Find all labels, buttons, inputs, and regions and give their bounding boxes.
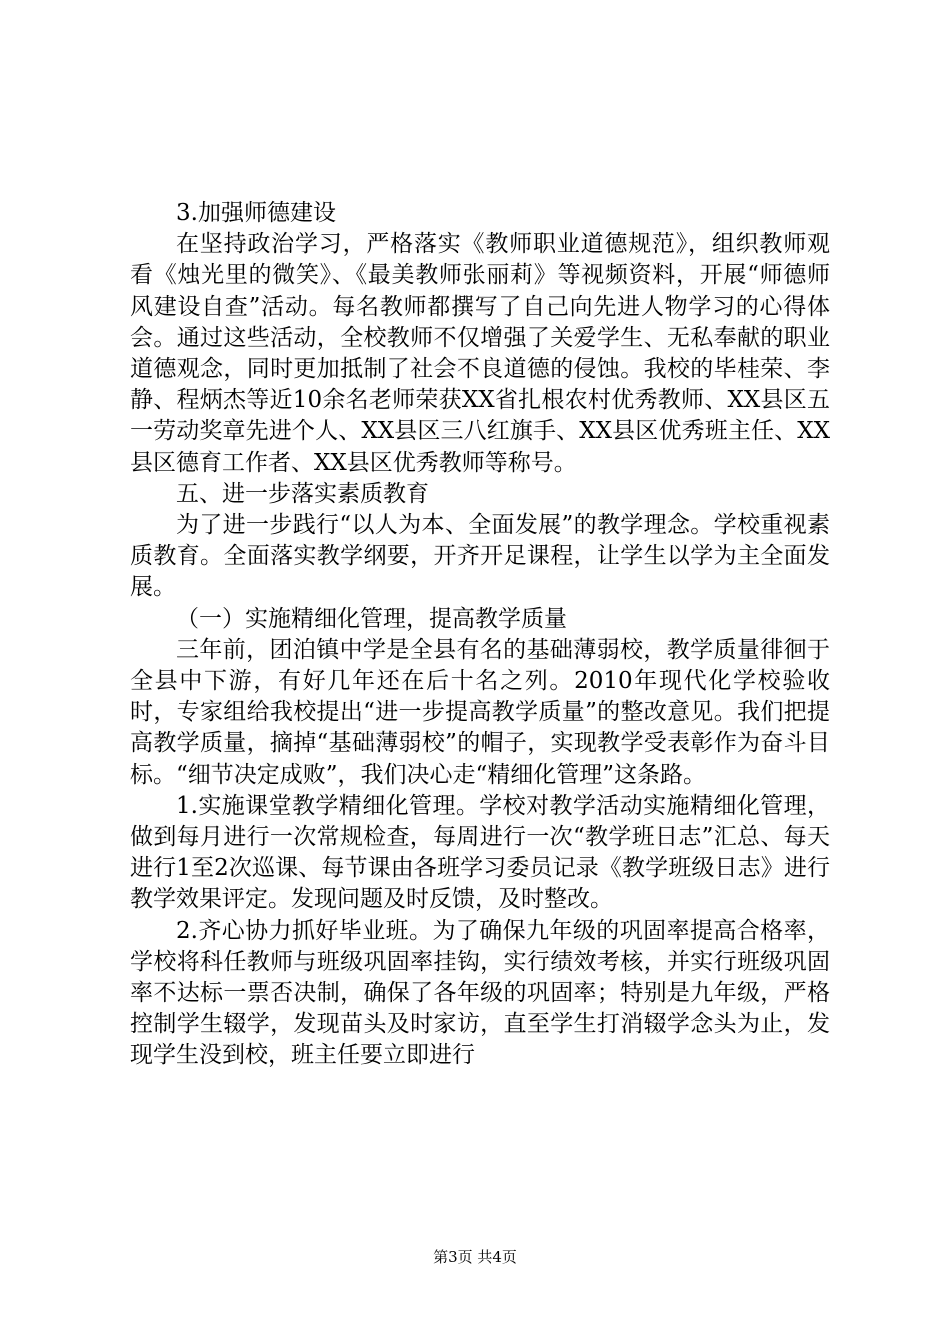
paragraph-graduating-class: 2.齐心协力抓好毕业班。为了确保九年级的巩固率提高合格率，学校将科任教师与班级巩固率挂钩，实行绩效考核，并实行班级巩固率不达标一票否决制，确保了各年级的巩固率；特别是九年级，严格控制学生辍学，发现苗头及时家访，直至学生打消辍学念头为止，发现学生没到校，班主任要立即进行 [130,917,830,1069]
document-body [130,198,830,1072]
section-heading-refined-management: （一）实施精细化管理，提高教学质量 [176,605,567,632]
section-heading-quality-education: 五、进一步落实素质教育 [176,480,429,507]
paragraph-teacher-ethics: 在坚持政治学习，严格落实《教师职业道德规范》，组织教师观看《烛光里的微笑》、《最美教师张丽莉》等视频资料，开展“师德师风建设自查”活动。每名教师都撰写了自己向先进人物学习的心得体会。通过这些活动，全校教师不仅增强了关爱学生、无私奉献的职业道德观念，同时更加抵制了社会不良道德的侵蚀。我校的毕桂荣、李静、程炳杰等近10余名老师荣获XX省扎根农村优秀教师、XX县区五一劳动奖章先进个人、XX县区三八红旗手、XX县区优秀班主任、XX县区德育工作者、XX县区优秀教师等称号。 [130,231,830,476]
paragraph-quality-education: 为了进一步践行“以人为本、全面发展”的教学理念。学校重视素质教育。全面落实教学纲要，开齐开足课程，让学生以学为主全面发展。 [130,512,830,601]
paragraph-classroom-management: 1.实施课堂教学精细化管理。学校对教学活动实施精细化管理，做到每月进行一次常规检查，每周进行一次“教学班日志”汇总、每天进行1至2次巡课、每节课由各班学习委员记录《教学班级日志》进行教学效果评定。发现问题及时反馈，及时整改。 [130,792,830,913]
section-heading-teacher-ethics: 3.加强师德建设 [176,200,336,226]
page-footer: 第3页 共4页 [433,1248,517,1266]
paragraph-refined-management: 三年前，团泊镇中学是全县有名的基础薄弱校，教学质量徘徊于全县中下游，有好几年还在后十名之列。2010年现代化学校验收时，专家组给我校提出“进一步提高教学质量”的整改意见。我们把提高教学质量，摘掉“基础薄弱校”的帽子，实现教学受表彰作为奋斗目标。“细节决定成败”，我们决心走“精细化管理”这条路。 [130,636,830,788]
